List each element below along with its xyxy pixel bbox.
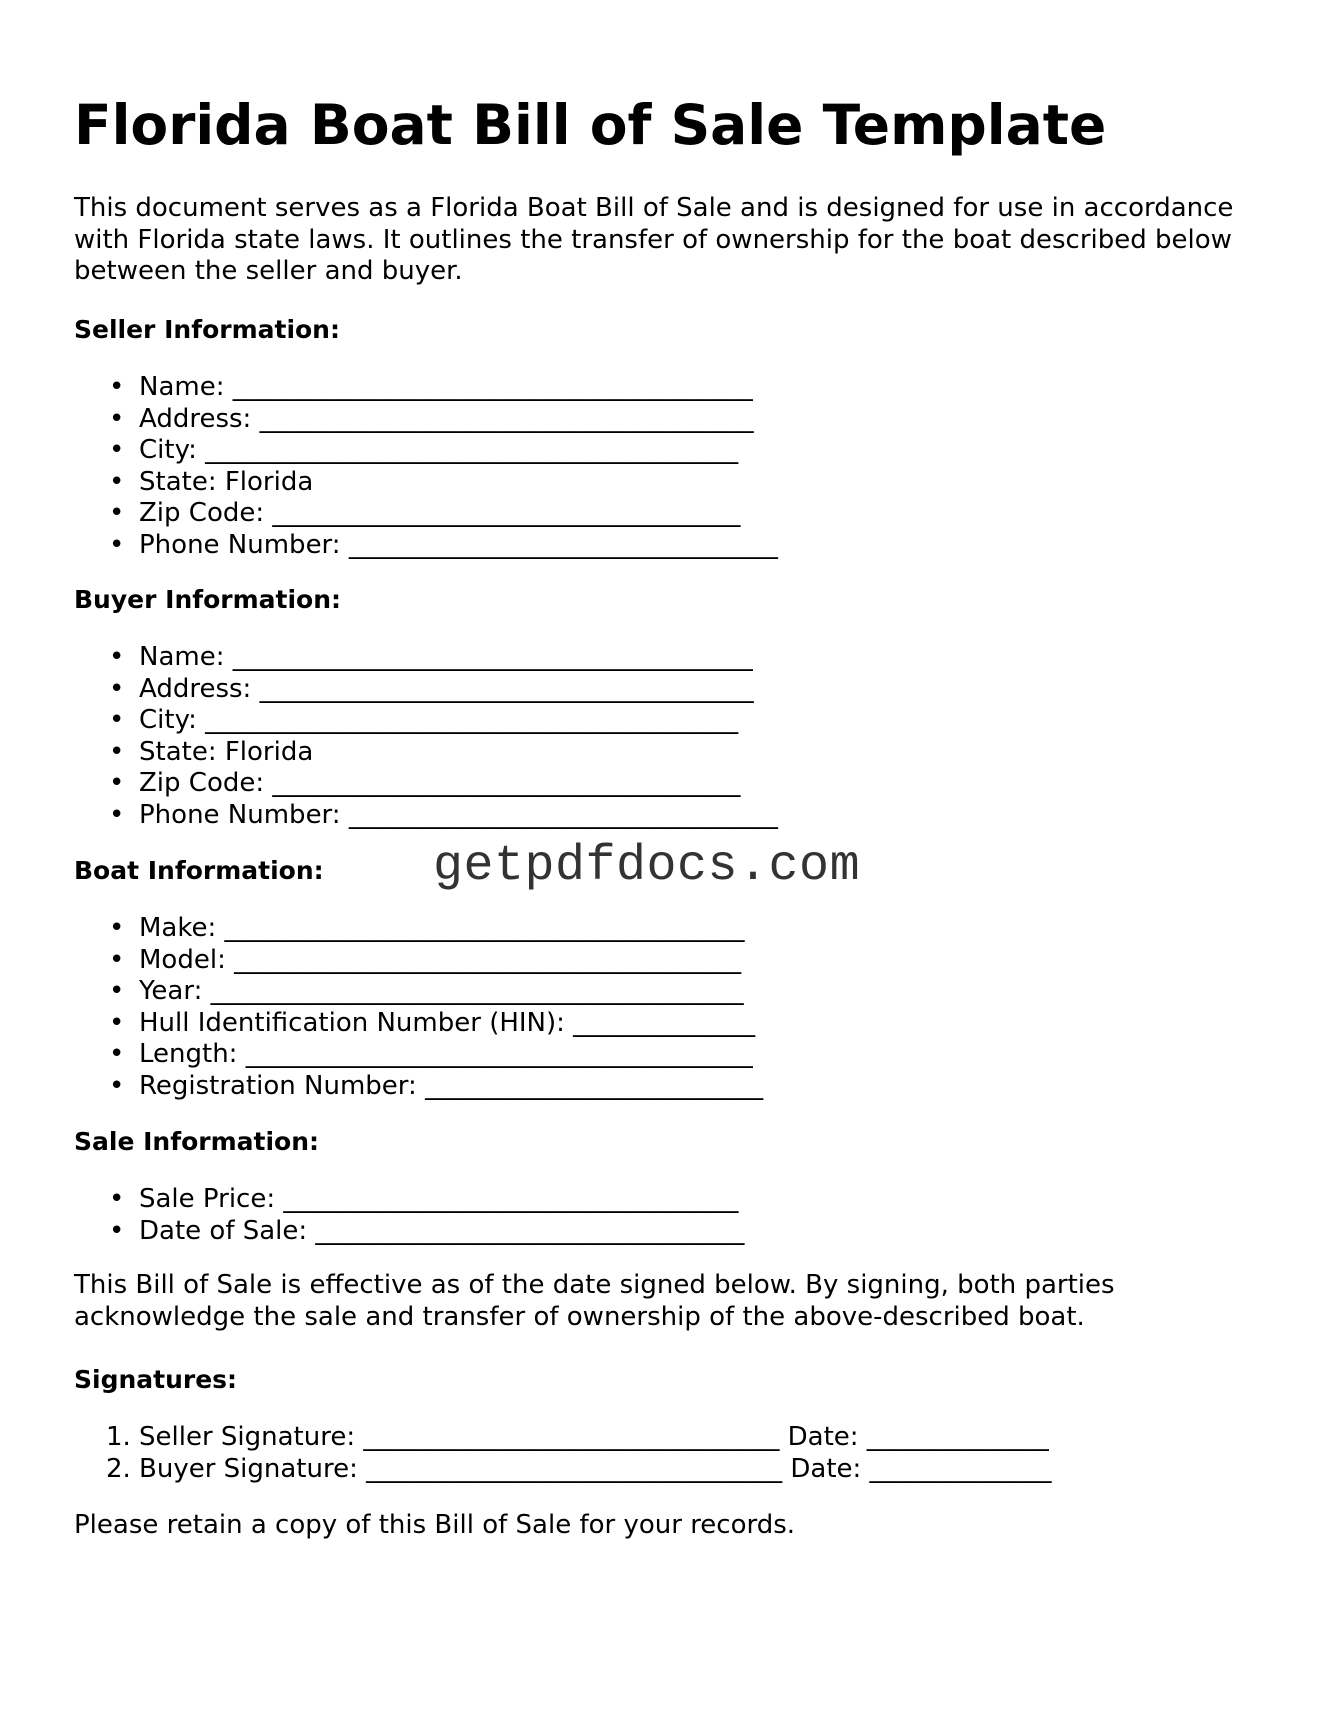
bullet-icon: • — [109, 498, 125, 528]
buyer-state-field — [0, 737, 778, 769]
buyer-phone-field — [0, 800, 778, 832]
field-label: Length: _______________________________________ — [139, 1039, 753, 1069]
sale-price-field — [0, 1184, 744, 1216]
effective-paragraph — [74, 1270, 1115, 1333]
bullet-icon: • — [109, 768, 125, 798]
bullet-icon: • — [109, 1039, 125, 1069]
field-label: City: _________________________________________ — [139, 435, 739, 465]
seller-zip-field — [0, 498, 778, 530]
signatures-heading: Signatures: — [74, 1365, 238, 1394]
bullet-icon: • — [109, 1184, 125, 1214]
seller-heading: Seller Information: — [74, 315, 340, 344]
boat-heading: Boat Information: — [74, 856, 324, 885]
field-label: Address: ______________________________________ — [139, 403, 754, 434]
buyer-address-field — [0, 674, 778, 706]
seller-signature-line — [0, 1422, 1052, 1454]
field-label: Zip Code: ____________________________________ — [139, 768, 741, 798]
bullet-icon: • — [109, 736, 125, 767]
bullet-icon: • — [109, 799, 125, 830]
bullet-icon: • — [109, 976, 125, 1006]
bullet-icon: • — [109, 529, 125, 560]
seller-state-field — [0, 467, 778, 499]
field-label: Registration Number: __________________________ — [139, 1070, 764, 1101]
list-number: 2. — [106, 1453, 131, 1484]
boat-fields-list — [0, 913, 763, 1102]
buyer-heading: Buyer Information: — [74, 585, 342, 614]
boat-make-field — [0, 913, 763, 945]
boat-year-field — [0, 976, 763, 1008]
intro-line: between the seller and buyer. — [74, 256, 463, 286]
boat-length-field — [0, 1039, 763, 1071]
field-label: Phone Number: _________________________________ — [139, 529, 778, 560]
field-label: State: Florida — [139, 736, 314, 767]
signatures-list — [0, 1422, 1052, 1485]
list-number: 1. — [106, 1422, 131, 1452]
retain-note: Please retain a copy of this Bill of Sale for your records. — [74, 1510, 796, 1540]
sale-fields-list — [0, 1184, 744, 1247]
effective-line: acknowledge the sale and transfer of ownership of the above-described boat. — [74, 1301, 1085, 1332]
bullet-icon: • — [109, 466, 125, 497]
bullet-icon: • — [109, 1070, 125, 1101]
bullet-icon: • — [109, 913, 125, 943]
seller-city-field — [0, 435, 778, 467]
signature-label: Buyer Signature: ________________________________ Date: ______________ — [139, 1453, 1052, 1484]
field-label: Name: ________________________________________ — [139, 642, 753, 672]
buyer-signature-line — [0, 1454, 1052, 1486]
field-label: Year: _________________________________________ — [139, 976, 744, 1006]
bullet-icon: • — [109, 435, 125, 465]
buyer-zip-field — [0, 768, 778, 800]
field-label: City: _________________________________________ — [139, 705, 739, 735]
field-label: State: Florida — [139, 466, 314, 497]
buyer-fields-list — [0, 642, 778, 831]
intro-paragraph — [74, 193, 1233, 288]
bullet-icon: • — [109, 372, 125, 402]
effective-line: This Bill of Sale is effective as of the date signed below. By signing, both parties — [74, 1270, 1115, 1300]
watermark-text: getpdfdocs.com — [433, 838, 861, 895]
bullet-icon: • — [109, 944, 125, 975]
boat-registration-field — [0, 1071, 763, 1103]
bullet-icon: • — [109, 1007, 125, 1038]
field-label: Model: _______________________________________ — [139, 944, 742, 975]
seller-address-field — [0, 404, 778, 436]
bullet-icon: • — [109, 1215, 125, 1246]
seller-fields-list — [0, 372, 778, 561]
intro-line: This document serves as a Florida Boat Bill of Sale and is designed for use in accordance — [74, 193, 1234, 223]
field-label: Name: ________________________________________ — [139, 372, 753, 402]
seller-name-field — [0, 372, 778, 404]
seller-phone-field — [0, 530, 778, 562]
field-label: Phone Number: _________________________________ — [139, 799, 778, 830]
boat-hin-field — [0, 1008, 763, 1040]
field-label: Zip Code: ____________________________________ — [139, 498, 741, 528]
buyer-city-field — [0, 705, 778, 737]
bullet-icon: • — [109, 673, 125, 704]
intro-line: with Florida state laws. It outlines the transfer of ownership for the boat described below — [74, 224, 1232, 255]
field-label: Sale Price: ___________________________________ — [139, 1184, 739, 1214]
field-label: Date of Sale: _________________________________ — [139, 1215, 745, 1246]
bullet-icon: • — [109, 705, 125, 735]
buyer-name-field — [0, 642, 778, 674]
field-label: Make: ________________________________________ — [139, 913, 745, 943]
field-label: Hull Identification Number (HIN): ______________ — [139, 1007, 756, 1038]
document-title: Florida Boat Bill of Sale Template — [74, 93, 1107, 157]
signature-label: Seller Signature: ________________________________ Date: ______________ — [139, 1422, 1049, 1452]
sale-date-field — [0, 1216, 744, 1248]
field-label: Address: ______________________________________ — [139, 673, 754, 704]
bullet-icon: • — [109, 642, 125, 672]
boat-model-field — [0, 945, 763, 977]
sale-heading: Sale Information: — [74, 1127, 319, 1156]
bullet-icon: • — [109, 403, 125, 434]
